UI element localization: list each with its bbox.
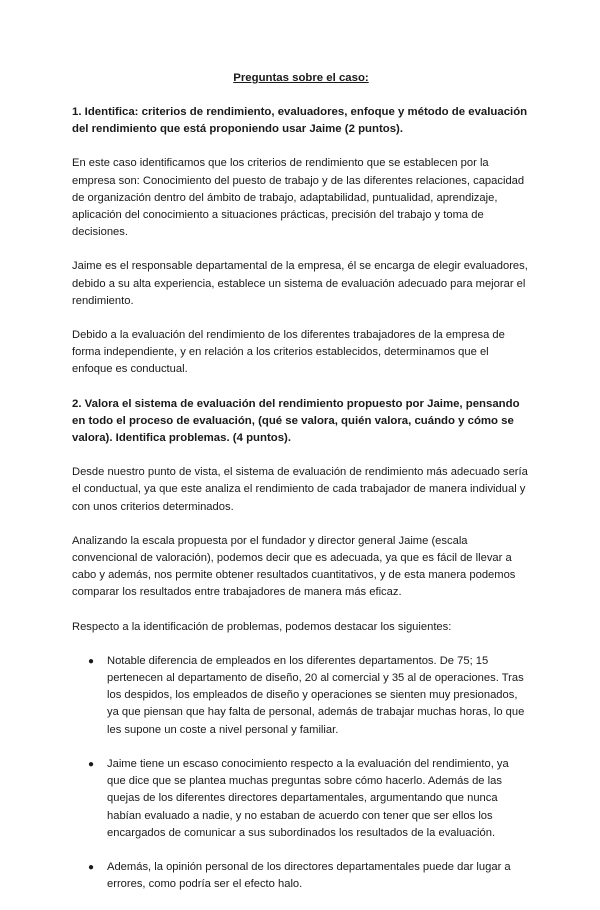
q1-paragraph-evaluators: Jaime es el responsable departamental de la empresa, él se encarga de elegir evaluadores, debido a su alta experiencia, establece un sistema de evaluación adecuado para mejorar el rendimiento. [72,260,528,307]
list-item [72,859,530,893]
bullet-icon: ● [88,861,95,873]
q1-paragraph-criteria: En este caso identificamos que los criterios de rendimiento que se establecen por la empresa son: Conocimiento del puesto de trabajo y de las diferentes relaciones, capacidad de organización dentro del ámbito de trabajo, adaptabilidad, puntualidad, aprendizaje, aplicación del conocimiento a situaciones prácticas, precisión del trabajo y toma de decisiones. [72,157,525,239]
q1-paragraph-approach: Debido a la evaluación del rendimiento de los diferentes trabajadores de la empresa de forma independiente, y en relación a los criterios establecidos, determinamos que el enfoque es conductual. [72,329,505,376]
list-item-text: Jaime tiene un escaso conocimiento respecto a la evaluación del rendimiento, ya que dice que se plantea muchas preguntas sobre cómo hacerlo. Además de las quejas de los diferentes directores departamentales, argumentando que nunca habían evaluado a nadie, y no estaban de acuerdo con tener que ser ellos los encargados de comunicar a sus subordinados los resultados de la evaluación. [107,757,509,839]
bullet-icon: ● [88,758,95,770]
document-content [72,70,530,910]
q2-paragraph-system: Desde nuestro punto de vista, el sistema de evaluación de rendimiento más adecuado sería el conductual, ya que este analiza el rendimiento de cada trabajador de manera individual y con unos criterios determinados. [72,466,528,513]
list-item-text: Además, la opinión personal de los directores departamentales puede dar lugar a errores, como podría ser el efecto halo. [107,860,511,891]
q2-paragraph-problems-intro: Respecto a la identificación de problemas, podemos destacar los siguientes: [72,620,452,633]
list-item [72,756,530,842]
q2-paragraph-scale: Analizando la escala propuesta por el fundador y director general Jaime (escala convencional de valoración), podemos decir que es adecuada, ya que es fácil de llevar a cabo y además, nos permite obtener resultados cuantitativos, y de esta manera podemos comparar los resultados entre trabajadores de manera más eficaz. [72,534,516,599]
bullet-icon: ● [88,655,95,667]
question-2-heading: 2. Valora el sistema de evaluación del rendimiento propuesto por Jaime, pensando en todo el proceso de evaluación, (qué se valora, quién valora, cuándo y cómo se valora). Identifica problemas. (4 puntos). [72,397,520,445]
list-item-text: Notable diferencia de empleados en los diferentes departamentos. De 75; 15 pertenecen al departamento de diseño, 20 al comercial y 35 al de operaciones. Tras los despidos, los empleados de diseño y operaciones se sienten muy presionados, ya que piensan que hay falta de personal, además de trabajar muchas horas, lo que les supone un coste a nivel personal y familiar. [107,654,525,736]
problems-list [72,653,530,893]
question-1-heading: 1. Identifica: criterios de rendimiento, evaluadores, enfoque y método de evaluación del rendimiento que está proponiendo usar Jaime (2 puntos). [72,106,528,136]
list-item [72,653,530,739]
page-title: Preguntas sobre el caso: [233,72,369,84]
